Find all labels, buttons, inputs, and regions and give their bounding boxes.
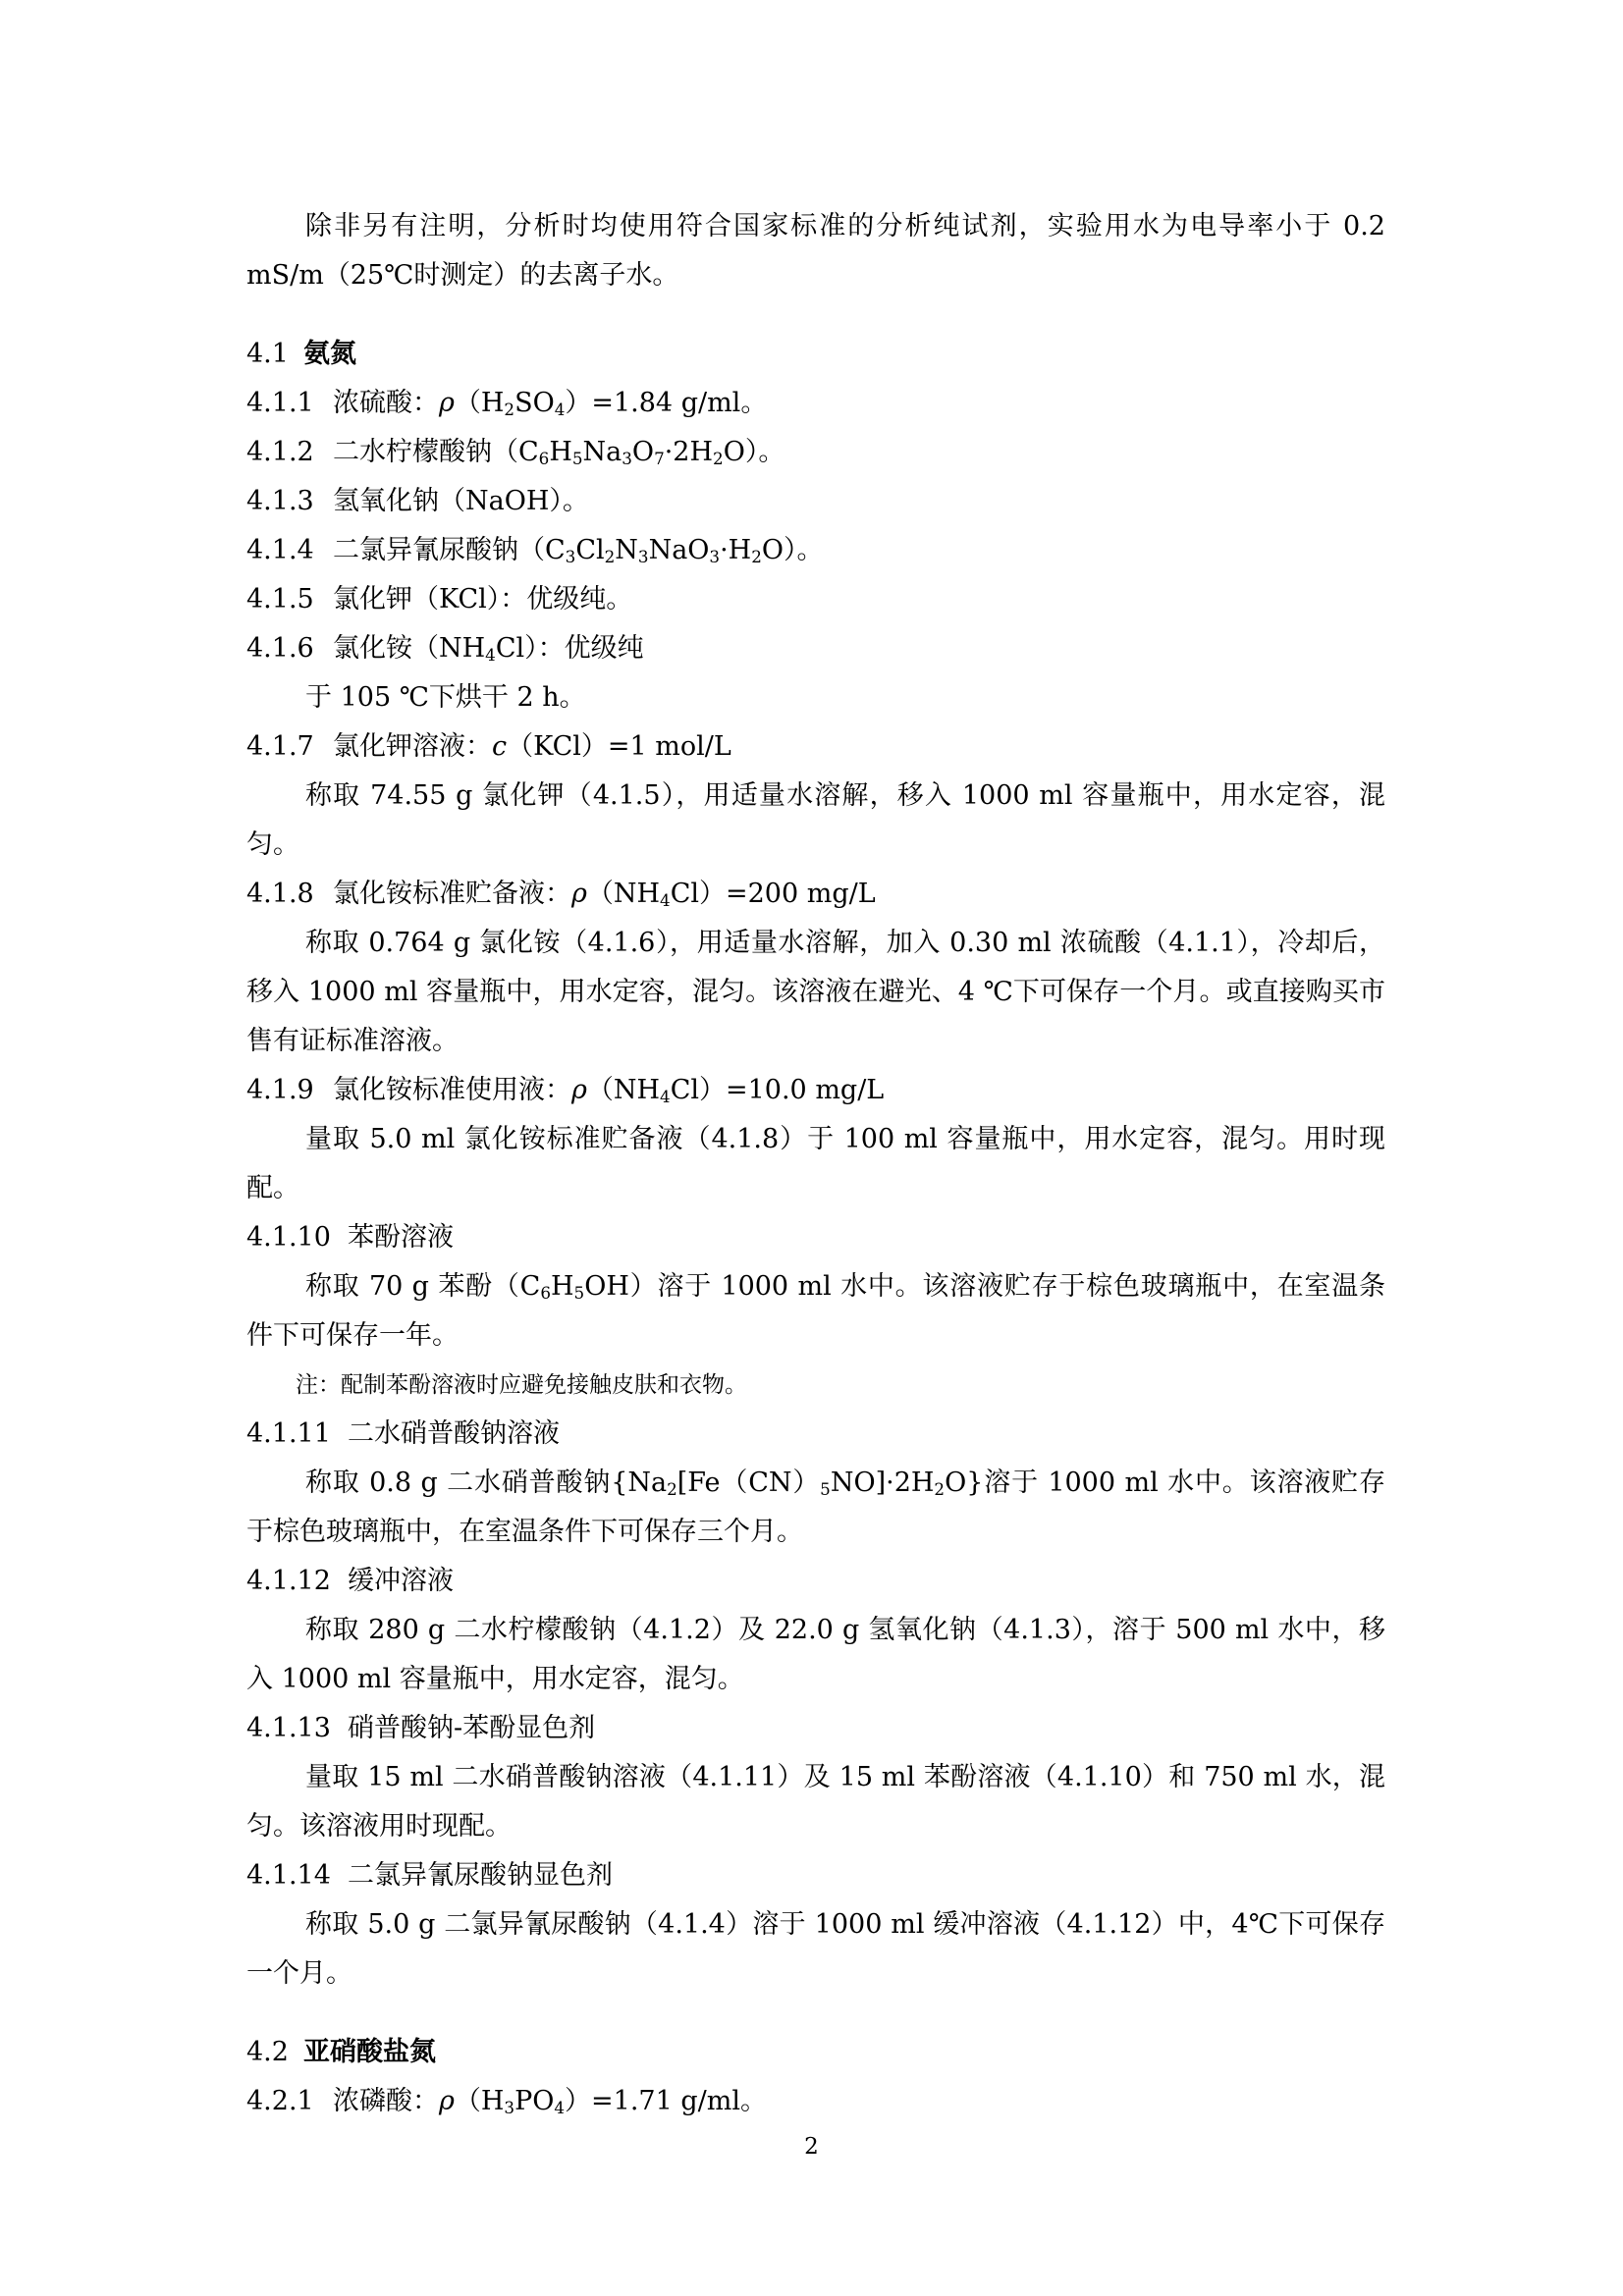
clause-number: 4.1.7 xyxy=(246,731,314,762)
clause-body: 于 105 ℃下烘干 2 h。 xyxy=(305,682,586,713)
clause-note: 注：配制苯酚溶液时应避免接触皮肤和衣物。 xyxy=(296,1372,747,1398)
section-number: 4.2 xyxy=(246,2037,289,2067)
clause-title xyxy=(246,477,1385,526)
clause-title xyxy=(246,1410,1385,1459)
clause-text: 氢氧化钠（NaOH）。 xyxy=(333,486,589,516)
section-4-2-items xyxy=(246,2077,1385,2126)
clause-title xyxy=(246,379,1385,428)
clause-text: 氯化铵$(NH_4Cl)$：优级纯 xyxy=(333,633,644,666)
clause-number: 4.1.5 xyxy=(246,584,314,614)
clause-text: 硝普酸钠-苯酚显色剂 xyxy=(348,1713,596,1743)
clause-number: 4.1.1 xyxy=(246,388,314,418)
clause-text: 氯化铵标准贮备液：$\rho(NH_4Cl)=200$ mg/L xyxy=(333,879,876,911)
clause-text: 浓硫酸：$\rho(H_2SO_4)=1.84$ g/ml。 xyxy=(333,388,768,420)
clause-title xyxy=(246,575,1385,624)
clause-number: 4.1.4 xyxy=(246,535,314,565)
clause-body: 称取 280 g 二水柠檬酸钠（4.1.2）及 22.0 g 氢氧化钠（4.1.3），溶于 500 ml 水中，移入 1000 ml 容量瓶中，用水定容，混匀。 xyxy=(246,1615,1385,1694)
clause-body: 称取 74.55 g 氯化钾（4.1.5），用适量水溶解，移入 1000 ml 容量瓶中，用水定容，混匀。 xyxy=(246,780,1385,860)
clause-number: 4.1.10 xyxy=(246,1222,331,1253)
intro-paragraph: 除非另有注明，分析时均使用符合国家标准的分析纯试剂，实验用水为电导率小于 0.2 mS/m（25℃时测定）的去离子水。 xyxy=(246,211,1385,291)
clause-text: 氯化钾溶液：c（KCl）=1 mol/L xyxy=(333,731,731,762)
clause-body: 称取 0.8 g 二水硝普酸钠$\{Na_2[Fe(CN)_5NO]\cdot 2H_2O\}$溶于 1000 ml 水中。该溶液贮存于棕色玻璃瓶中，在室温条件下可保存三个月。 xyxy=(246,1468,1385,1547)
clause-title xyxy=(246,1213,1385,1262)
clause-text: 二氯异氰尿酸钠显色剂 xyxy=(348,1860,613,1891)
document-body xyxy=(246,202,1385,2126)
clause-number: 4.1.8 xyxy=(246,879,314,909)
clause-number: 4.1.14 xyxy=(246,1860,331,1891)
page-number: 2 xyxy=(804,2134,819,2160)
clause-body: 量取 15 ml 二水硝普酸钠溶液（4.1.11）及 15 ml 苯酚溶液（4.1.10）和 750 ml 水，混匀。该溶液用时现配。 xyxy=(246,1762,1385,1842)
clause-title xyxy=(246,428,1385,477)
clause-title xyxy=(246,1851,1385,1900)
clause-body: 称取 0.764 g 氯化铵（4.1.6），用适量水溶解，加入 0.30 ml 浓硫酸（4.1.1），冷却后，移入 1000 ml 容量瓶中，用水定容，混匀。该溶液在避光、4 ℃下可保存一个月。或直接购买市售有证标准溶液。 xyxy=(246,928,1385,1056)
clause-number: 4.1.13 xyxy=(246,1713,331,1743)
clause-title xyxy=(246,1557,1385,1606)
clause-text: 缓冲溶液 xyxy=(348,1566,454,1596)
clause-body: 称取 5.0 g 二氯异氰尿酸钠（4.1.4）溶于 1000 ml 缓冲溶液（4.1.12）中，4℃下可保存一个月。 xyxy=(246,1909,1385,1989)
clause-body: 称取 70 g 苯酚$(C_6H_5OH)$溶于 1000 ml 水中。该溶液贮存于棕色玻璃瓶中，在室温条件下可保存一年。 xyxy=(246,1271,1386,1351)
clause-number: 4.1.2 xyxy=(246,437,314,467)
clause-title xyxy=(246,1704,1385,1753)
section-heading-4-2 xyxy=(246,2028,1385,2077)
clause-number: 4.1.11 xyxy=(246,1418,331,1449)
section-title: 亚硝酸盐氮 xyxy=(303,2037,436,2067)
clause-text: 二水硝普酸钠溶液 xyxy=(348,1418,560,1449)
clause-number: 4.1.3 xyxy=(246,486,314,516)
clause-title xyxy=(246,722,1385,772)
clause-title xyxy=(246,870,1385,919)
clause-number: 4.1.6 xyxy=(246,633,314,664)
clause-text: 二氯异氰尿酸钠$(C_3Cl_2N_3NaO_3\cdot H_2O)$。 xyxy=(333,535,824,567)
clause-text: 氯化钾（KCl）：优级纯。 xyxy=(333,584,633,614)
clause-text: 苯酚溶液 xyxy=(348,1222,454,1253)
section-heading-4-1 xyxy=(246,330,1385,379)
section-title: 氨氮 xyxy=(303,339,356,369)
clause-text: 浓磷酸：$\rho(H_3PO_4)=1.71$ g/ml。 xyxy=(333,2086,767,2118)
clause-title xyxy=(246,624,1385,673)
clause-number: 4.2.1 xyxy=(246,2086,314,2116)
clause-text: 氯化铵标准使用液：$\rho(NH_4Cl)=10.0$ mg/L xyxy=(333,1075,885,1107)
clause-text: 二水柠檬酸钠$(C_6H_5Na_3O_7\cdot 2H_2O)$。 xyxy=(333,437,785,469)
clause-title xyxy=(246,1066,1385,1115)
clause-body: 量取 5.0 ml 氯化铵标准贮备液（4.1.8）于 100 ml 容量瓶中，用水定容，混匀。用时现配。 xyxy=(246,1124,1385,1203)
clause-title xyxy=(246,526,1385,575)
clause-title xyxy=(246,2077,1385,2126)
section-4-1-items xyxy=(246,379,1385,1999)
clause-number: 4.1.12 xyxy=(246,1566,331,1596)
clause-number: 4.1.9 xyxy=(246,1075,314,1105)
section-number: 4.1 xyxy=(246,339,289,369)
